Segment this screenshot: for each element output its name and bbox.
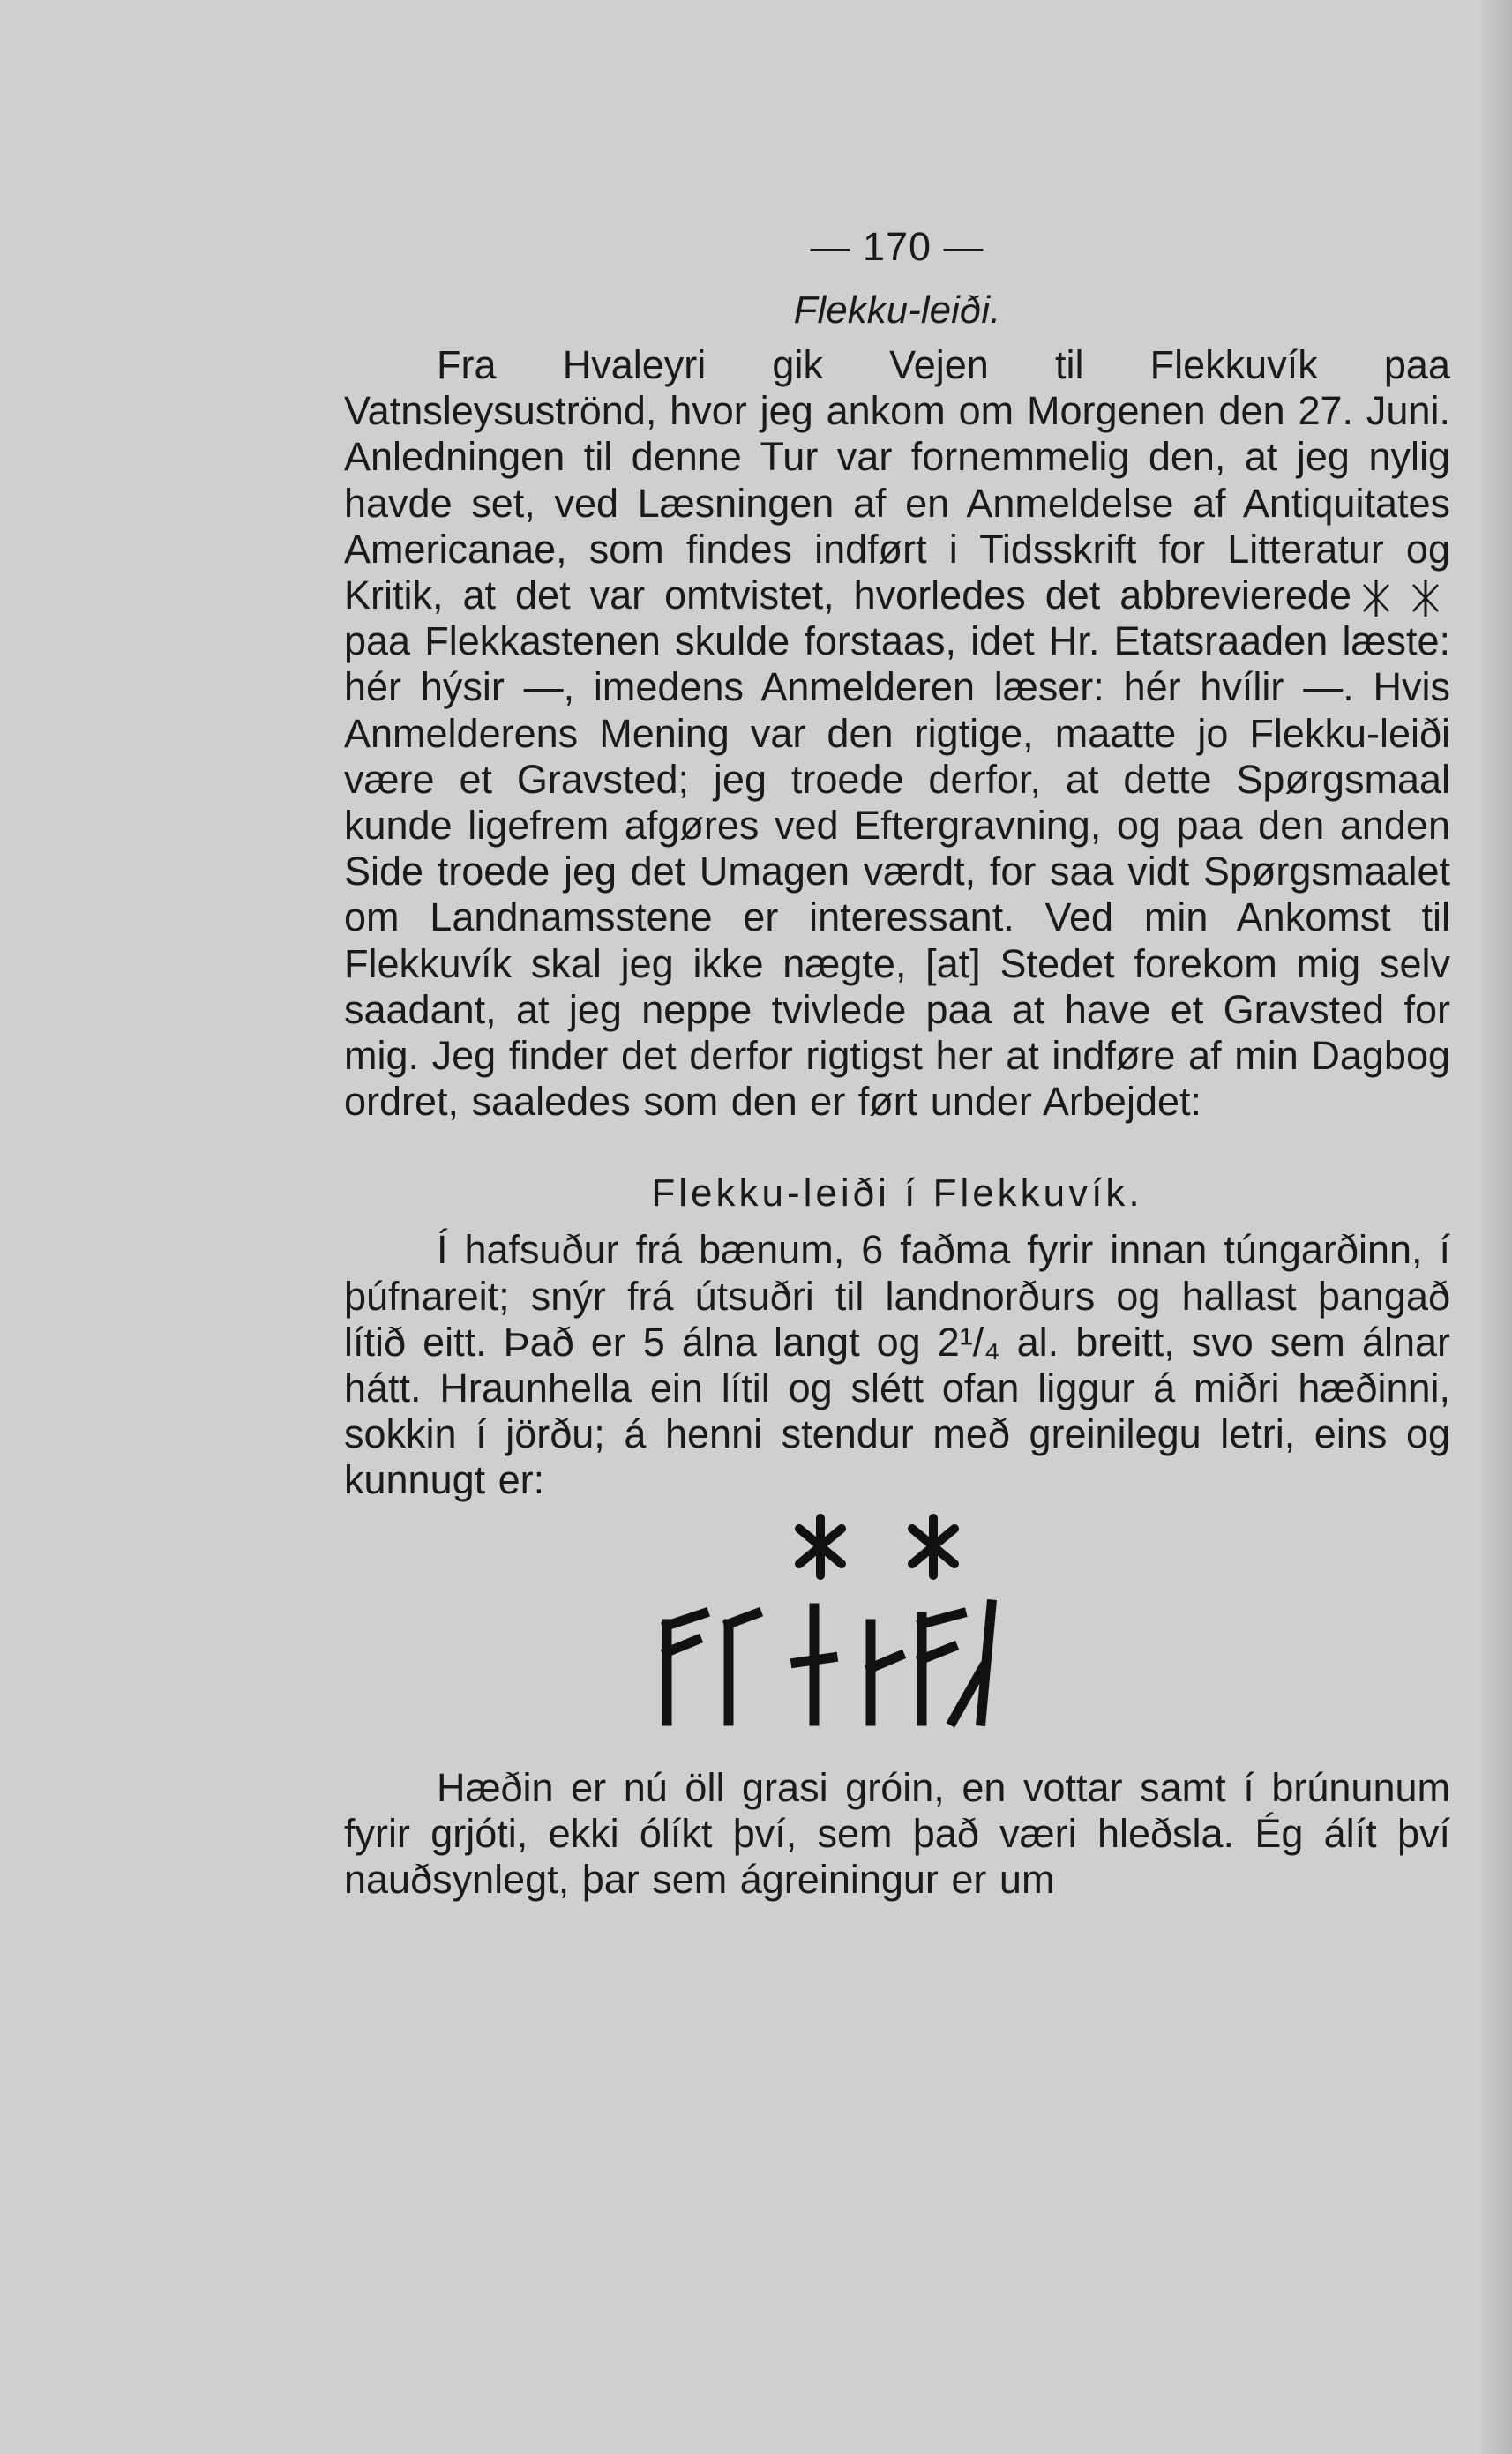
paragraph-1-text-a: Fra Hvaleyri gik Vejen til Flekkuvík paa Vatnsleysuströnd, hvor jeg ankom om Morgenen den 27. Juni. Anledningen til denne Tur var fornemmelig den, at jeg nylig havde set, ved Læsningen af en Anmeldelse af Antiquitates Americanae, som findes indført i Tidsskrift for Litteratur og Kritik, at det var omtvistet, hvorledes det abbrevierede [344, 342, 1450, 618]
paragraph-1 [344, 342, 1450, 1125]
inline-rune-1-icon [1359, 578, 1394, 618]
paragraph-1-text-b: paa Flekkastenen skulde forstaas, idet Hr. Etatsraaden læste: hér hýsir —, imedens Anmelderen læser: hér hvílir —. Hvis Anmelderens Mening var den rigtige, maatte jo Flekku-leiði være et Gravsted; jeg troede derfor, at dette Spørgsmaal kunde ligefrem afgøres ved Eftergravning, og paa den anden Side troede jeg det Umagen værdt, for saa vidt Spørgsmaalet om Landnamsstene er interessant. Ved min Ankomst til Flekkuvík skal jeg ikke nægte, [at] Stedet forekom mig selv saadant, at jeg neppe tvivlede paa at have et Gravsted for mig. Jeg finder det derfor rigtigst her at indføre af min Dagbog ordret, saaledes som den er ført under Arbejdet: [344, 618, 1450, 1125]
page-edge-shadow [1477, 0, 1512, 2454]
inline-rune-2-icon [1408, 578, 1443, 618]
book-page [344, 221, 1450, 1903]
diary-heading: Flekku-leiði í Flekkuvík. [651, 1171, 1143, 1216]
runic-inscription-icon [344, 1509, 1450, 1747]
runic-inscription-figure [344, 1509, 1450, 1747]
page-number: — 170 — [810, 224, 984, 269]
paragraph-2: Í hafsuður frá bænum, 6 faðma fyrir innan túngarðinn, í þúfnareit; snýr frá útsuðri til landnorðurs og hallast þangað lítið eitt. Það er 5 álna langt og 2¹/₄ al. breitt, svo sem álnar hátt. Hraunhella ein lítil og slétt ofan liggur á miðri hæðinni, sokkin í jörðu; á henni stendur með greinilegu letri, eins og kunnugt er: [344, 1227, 1450, 1503]
section-title: Flekku-leiði. [793, 288, 1001, 332]
paragraph-3: Hæðin er nú öll grasi gróin, en vottar samt í brúnunum fyrir grjóti, ekki ólíkt því, sem það væri hleðsla. Ég álít því nauðsynlegt, þar sem ágreiningur er um [344, 1764, 1450, 1903]
